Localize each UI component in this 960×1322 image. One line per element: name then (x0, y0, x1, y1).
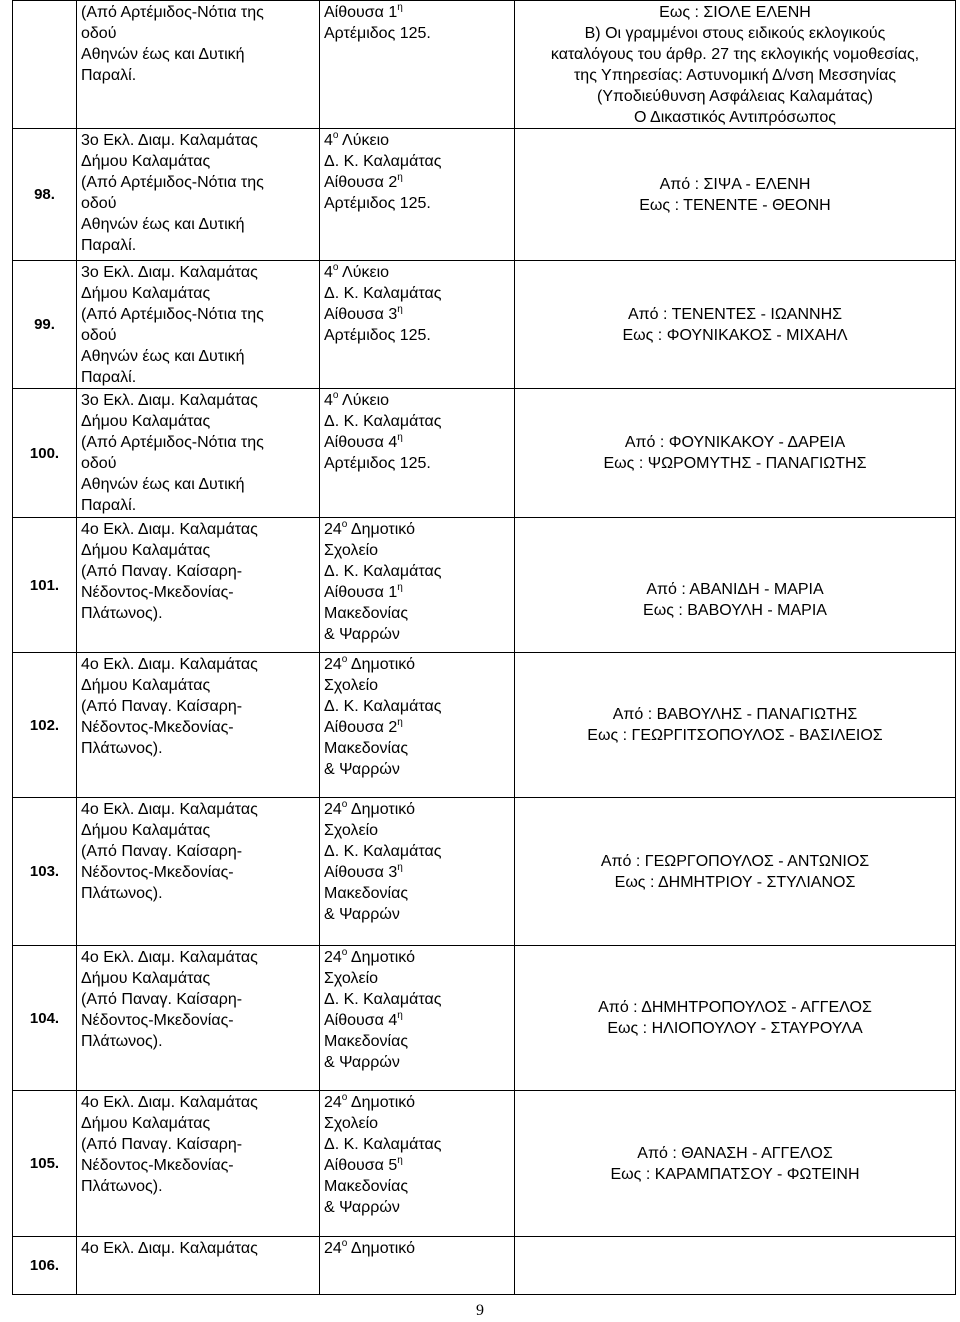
district-line: Δήμου Καλαμάτας (81, 153, 211, 170)
ordinal-suffix: ο (332, 129, 339, 141)
school-line: Δ. Κ. Καλαμάτας (324, 991, 442, 1008)
school-line: Δ. Κ. Καλαμάτας (324, 153, 442, 170)
station-number: 103. (13, 798, 77, 946)
room-number: Αίθουσα 3 (324, 306, 398, 323)
district-line: οδού (81, 195, 117, 212)
ordinal-suffix: η (397, 1, 403, 13)
school-line: Δ. Κ. Καλαμάτας (324, 563, 442, 580)
school-number: 4 (324, 132, 333, 149)
address-line: Αρτέμιδος 125. (324, 25, 431, 42)
school-name (324, 390, 514, 411)
ordinal-suffix: ο (341, 1237, 348, 1249)
polling-stations-table (12, 0, 956, 1295)
school-line: Δ. Κ. Καλαμάτας (324, 698, 442, 715)
school-line: Δ. Κ. Καλαμάτας (324, 843, 442, 860)
school-name (324, 654, 514, 675)
district-line: 4ο Εκλ. Διαμ. Καλαμάτας (81, 1240, 258, 1257)
school-type: Λύκειο (338, 264, 390, 281)
school-name (324, 1092, 514, 1113)
address-line: & Ψαρρών (324, 1054, 400, 1071)
school-line: Σχολείο (324, 970, 379, 987)
voter-range-line: Εως : ΤΕΝΕΝΤΕ - ΘΕΟΝΗ (639, 196, 831, 214)
district-line: (Από Παναγ. Καίσαρη- (81, 698, 243, 715)
voter-range-line: Εως : ΒΑΒΟΥΛΗ - ΜΑΡΙΑ (643, 602, 827, 619)
room-label (324, 862, 514, 883)
district-line: (Από Παναγ. Καίσαρη- (81, 991, 243, 1008)
ordinal-suffix: ο (341, 653, 348, 665)
ordinal-suffix: ο (332, 261, 339, 273)
voter-range-line: Από : ΘΑΝΑΣΗ - ΑΓΓΕΛΟΣ (637, 1144, 833, 1162)
voter-range-line: Από : ΒΑΒΟΥΛΗΣ - ΠΑΝΑΓΙΩΤΗΣ (612, 706, 858, 723)
table-row (13, 1, 956, 129)
station-number: 98. (13, 129, 77, 261)
voter-range-cell (515, 798, 956, 946)
voter-range-line: (Υποδιεύθυνση Ασφάλειας Καλαμάτας) (597, 87, 873, 105)
school-name (324, 262, 514, 283)
voter-range-cell (515, 389, 956, 518)
school-type: Δημοτικό (347, 801, 415, 818)
address-line: & Ψαρρών (324, 626, 400, 643)
room-number: Αίθουσα 4 (324, 1012, 398, 1029)
room-label (324, 432, 514, 453)
polling-place-cell (320, 129, 515, 261)
school-type: Δημοτικό (347, 521, 415, 538)
district-line: Αθηνών έως και Δυτική (81, 46, 245, 63)
polling-place-cell (320, 1237, 515, 1295)
school-name (324, 799, 514, 820)
school-number: 24 (324, 656, 342, 673)
district-line: (Από Αρτέμιδος-Νότια της (81, 434, 264, 451)
district-line: 4ο Εκλ. Διαμ. Καλαμάτας (81, 801, 258, 818)
address-line: & Ψαρρών (324, 1199, 400, 1216)
room-label (324, 304, 514, 325)
room-label (324, 172, 514, 193)
district-line: Δήμου Καλαμάτας (81, 1115, 211, 1132)
table-row (13, 798, 956, 946)
station-number: 104. (13, 946, 77, 1091)
polling-place-cell (320, 389, 515, 518)
voter-range-cell (515, 1091, 956, 1237)
district-line: Νέδοντος-Μκεδονίας- (81, 1157, 234, 1174)
room-label (324, 1010, 514, 1031)
district-cell (77, 653, 320, 798)
voter-range-line: Ο Δικαστικός Αντιπρόσωπος (634, 108, 836, 126)
district-line: Δήμου Καλαμάτας (81, 285, 211, 302)
school-type: Λύκειο (338, 392, 390, 409)
school-number: 4 (324, 264, 333, 281)
school-line: Δ. Κ. Καλαμάτας (324, 1136, 442, 1153)
school-line: Σχολείο (324, 822, 379, 839)
address-line: Μακεδονίας (324, 1178, 409, 1195)
district-line: Πλάτωνος). (81, 605, 163, 622)
voter-range-line: Εως : ΨΩΡΟΜΥΤΗΣ - ΠΑΝΑΓΙΩΤΗΣ (603, 455, 867, 472)
voter-range-cell (515, 653, 956, 798)
ordinal-suffix: η (397, 431, 403, 443)
district-line: Πλάτωνος). (81, 740, 163, 757)
district-cell (77, 1237, 320, 1295)
ordinal-suffix: ο (341, 798, 348, 810)
district-line: 4ο Εκλ. Διαμ. Καλαμάτας (81, 521, 258, 538)
district-line: Αθηνών έως και Δυτική (81, 216, 245, 233)
voter-range-cell (515, 518, 956, 653)
voter-range-cell (515, 1, 956, 129)
district-line: 3ο Εκλ. Διαμ. Καλαμάτας (81, 132, 258, 149)
district-cell (77, 261, 320, 389)
voter-range-line: Εως : ΓΕΩΡΓΙΤΣΟΠΟΥΛΟΣ - ΒΑΣΙΛΕΙΟΣ (587, 727, 883, 744)
voter-range-line: Από : ΤΕΝΕΝΤΕΣ - ΙΩΑΝΝΗΣ (627, 305, 843, 323)
voter-range-line: Εως : ΦΟΥΝΙΚΑΚΟΣ - ΜΙΧΑΗΛ (622, 326, 848, 344)
district-line: οδού (81, 455, 117, 472)
school-line: Δ. Κ. Καλαμάτας (324, 413, 442, 430)
room-label (324, 2, 514, 23)
address-line: & Ψαρρών (324, 906, 400, 923)
district-line: 4ο Εκλ. Διαμ. Καλαμάτας (81, 656, 258, 673)
address-line: Μακεδονίας (324, 605, 409, 622)
district-cell (77, 518, 320, 653)
ordinal-suffix: η (397, 1154, 403, 1166)
district-line: (Από Παναγ. Καίσαρη- (81, 843, 243, 860)
school-name (324, 947, 514, 968)
room-number: Αίθουσα 1 (324, 584, 398, 601)
table-row (13, 946, 956, 1091)
school-type: Δημοτικό (347, 1094, 415, 1111)
ordinal-suffix: ο (341, 518, 348, 530)
voter-range-cell (515, 129, 956, 261)
district-line: Παραλί. (81, 369, 137, 386)
address-line: Μακεδονίας (324, 740, 409, 757)
address-line: Αρτέμιδος 125. (324, 195, 431, 212)
district-line: Δήμου Καλαμάτας (81, 413, 211, 430)
district-cell (77, 389, 320, 518)
address-line: Αρτέμιδος 125. (324, 455, 431, 472)
voter-range-line: Από : ΑΒΑΝΙΔΗ - ΜΑΡΙΑ (646, 581, 824, 598)
district-line: (Από Αρτέμιδος-Νότια της (81, 174, 264, 191)
ordinal-suffix: η (397, 303, 403, 315)
district-line: (Από Παναγ. Καίσαρη- (81, 1136, 243, 1153)
polling-place-cell (320, 518, 515, 653)
station-number (13, 1, 77, 129)
district-cell (77, 1, 320, 129)
district-line: Πλάτωνος). (81, 1033, 163, 1050)
voter-range-line: Β) Οι γραμμένοι στους ειδικούς εκλογικούς (584, 24, 886, 42)
district-line: Δήμου Καλαμάτας (81, 970, 211, 987)
voter-range-line: Εως : ΚΑΡΑΜΠΑΤΣΟΥ - ΦΩΤΕΙΝΗ (610, 1165, 860, 1183)
ordinal-suffix: η (397, 861, 403, 873)
district-line: Αθηνών έως και Δυτική (81, 348, 245, 365)
school-line: Σχολείο (324, 677, 379, 694)
polling-place-cell (320, 1, 515, 129)
voter-range-line: Εως : ΣΙΟΛΕ ΕΛΕΝΗ (659, 3, 811, 21)
district-line: Νέδοντος-Μκεδονίας- (81, 1012, 234, 1029)
table-row (13, 653, 956, 798)
voter-range-cell (515, 261, 956, 389)
district-line: 3ο Εκλ. Διαμ. Καλαμάτας (81, 264, 258, 281)
school-name (324, 1238, 514, 1259)
district-line: Νέδοντος-Μκεδονίας- (81, 719, 234, 736)
district-line: (Από Αρτέμιδος-Νότια της (81, 4, 264, 21)
room-number: Αίθουσα 1 (324, 4, 398, 21)
district-line: Δήμου Καλαμάτας (81, 677, 211, 694)
room-number: Αίθουσα 4 (324, 434, 398, 451)
district-cell (77, 946, 320, 1091)
district-line: οδού (81, 25, 117, 42)
voter-range-line: Εως : ΔΗΜΗΤΡΙΟΥ - ΣΤΥΛΙΑΝΟΣ (614, 873, 856, 891)
room-number: Αίθουσα 3 (324, 864, 398, 881)
ordinal-suffix: ο (341, 946, 348, 958)
voter-range-cell (515, 946, 956, 1091)
district-line: 4ο Εκλ. Διαμ. Καλαμάτας (81, 1094, 258, 1111)
district-cell (77, 798, 320, 946)
ordinal-suffix: η (397, 716, 403, 728)
school-line: Σχολείο (324, 1115, 379, 1132)
school-number: 24 (324, 801, 342, 818)
district-line: (Από Παναγ. Καίσαρη- (81, 563, 243, 580)
school-number: 24 (324, 1094, 342, 1111)
ordinal-suffix: ο (341, 1091, 348, 1103)
ordinal-suffix: η (397, 171, 403, 183)
voter-range-line: Από : ΦΟΥΝΙΚΑΚΟΥ - ΔΑΡΕΙΑ (624, 434, 846, 451)
polling-place-cell (320, 798, 515, 946)
room-label (324, 717, 514, 738)
school-type: Δημοτικό (347, 949, 415, 966)
polling-place-cell (320, 261, 515, 389)
polling-place-cell (320, 1091, 515, 1237)
room-label (324, 582, 514, 603)
room-number: Αίθουσα 5 (324, 1157, 398, 1174)
school-type: Δημοτικό (347, 1240, 415, 1257)
district-line: 3ο Εκλ. Διαμ. Καλαμάτας (81, 392, 258, 409)
school-number: 24 (324, 949, 342, 966)
voter-range-line: της Υπηρεσίας: Αστυνομική Δ/νση Μεσσηνίας (573, 66, 897, 84)
ordinal-suffix: ο (332, 389, 339, 401)
district-line: Παραλί. (81, 497, 137, 514)
voter-range-line: Από : ΓΕΩΡΓΟΠΟΥΛΟΣ - ΑΝΤΩΝΙΟΣ (600, 852, 870, 870)
room-number: Αίθουσα 2 (324, 174, 398, 191)
district-cell (77, 1091, 320, 1237)
school-number: 4 (324, 392, 333, 409)
district-line: Δήμου Καλαμάτας (81, 822, 211, 839)
voter-range-line: Από : ΣΙΨΑ - ΕΛΕΝΗ (659, 175, 811, 193)
school-line: Δ. Κ. Καλαμάτας (324, 285, 442, 302)
district-line: (Από Αρτέμιδος-Νότια της (81, 306, 264, 323)
table-row (13, 389, 956, 518)
room-label (324, 1155, 514, 1176)
voter-range-line: Από : ΔΗΜΗΤΡΟΠΟΥΛΟΣ - ΑΓΓΕΛΟΣ (598, 999, 872, 1016)
table-row (13, 1091, 956, 1237)
table-row (13, 129, 956, 261)
district-line: Πλάτωνος). (81, 885, 163, 902)
school-name (324, 130, 514, 151)
district-line: οδού (81, 327, 117, 344)
district-line: Δήμου Καλαμάτας (81, 542, 211, 559)
district-cell (77, 129, 320, 261)
polling-place-cell (320, 653, 515, 798)
ordinal-suffix: η (397, 581, 403, 593)
district-line: Νέδοντος-Μκεδονίας- (81, 864, 234, 881)
voter-range-cell (515, 1237, 956, 1295)
voter-range-line: καταλόγους του άρθρ. 27 της εκλογικής νομοθεσίας, (550, 45, 920, 63)
district-line: Αθηνών έως και Δυτική (81, 476, 245, 493)
table-row (13, 1237, 956, 1295)
polling-place-cell (320, 946, 515, 1091)
school-line: Σχολείο (324, 542, 379, 559)
school-type: Λύκειο (338, 132, 390, 149)
address-line: Μακεδονίας (324, 1033, 409, 1050)
page-number: 9 (476, 1302, 484, 1319)
table-row (13, 518, 956, 653)
voter-range-line: Εως : ΗΛΙΟΠΟΥΛΟΥ - ΣΤΑΥΡΟΥΛΑ (607, 1020, 863, 1037)
district-line: Παραλί. (81, 237, 137, 254)
station-number: 99. (13, 261, 77, 389)
district-line: Παραλί. (81, 67, 137, 84)
school-name (324, 519, 514, 540)
address-line: Αρτέμιδος 125. (324, 327, 431, 344)
station-number: 101. (13, 518, 77, 653)
school-number: 24 (324, 521, 342, 538)
station-number: 102. (13, 653, 77, 798)
ordinal-suffix: η (397, 1009, 403, 1021)
district-line: Νέδοντος-Μκεδονίας- (81, 584, 234, 601)
address-line: & Ψαρρών (324, 761, 400, 778)
station-number: 105. (13, 1091, 77, 1237)
station-number: 106. (13, 1237, 77, 1295)
district-line: Πλάτωνος). (81, 1178, 163, 1195)
district-line: 4ο Εκλ. Διαμ. Καλαμάτας (81, 949, 258, 966)
room-number: Αίθουσα 2 (324, 719, 398, 736)
address-line: Μακεδονίας (324, 885, 409, 902)
school-type: Δημοτικό (347, 656, 415, 673)
station-number: 100. (13, 389, 77, 518)
school-number: 24 (324, 1240, 342, 1257)
table-row (13, 261, 956, 389)
